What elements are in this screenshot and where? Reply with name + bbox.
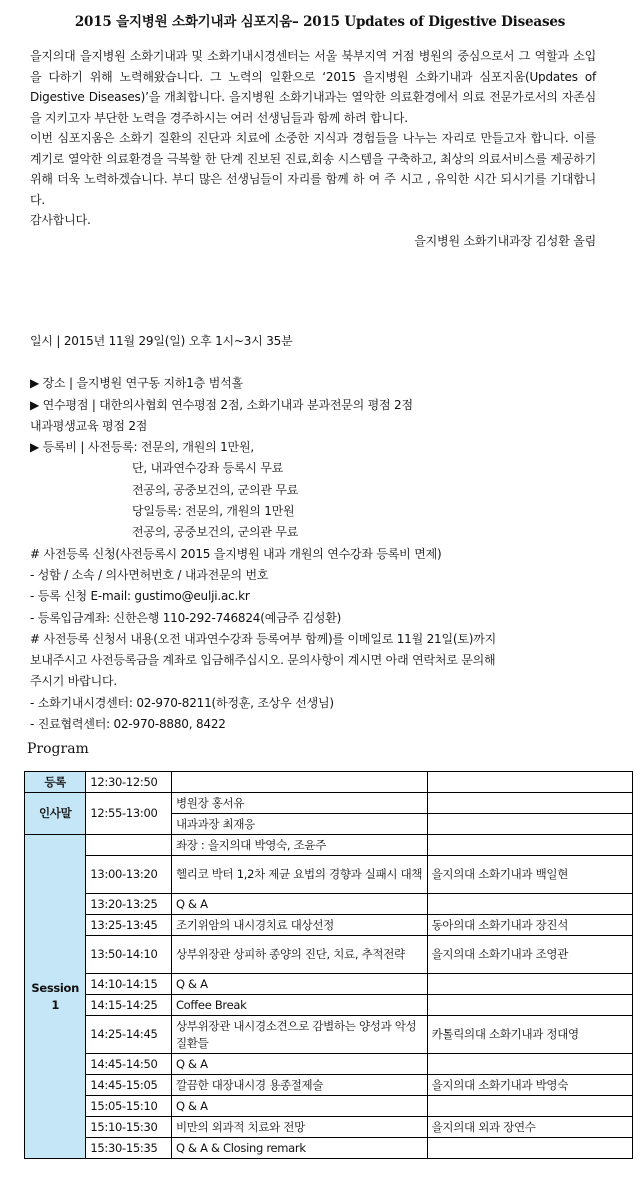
time-cell: 14:45-15:05 [86, 1075, 172, 1096]
time-cell: 14:45-14:50 [86, 1054, 172, 1075]
intro-text [30, 46, 596, 251]
title-cell: 상부위장관 내시경소견으로 감별하는 양성과 악성질환들 [171, 1016, 427, 1054]
title-cell: 깔끔한 대장내시경 용종절제술 [171, 1075, 427, 1096]
title-cell: Q & A [171, 1054, 427, 1075]
event-venue: ▶ 장소 | 을지병원 연구동 지하1층 범석홀 [30, 376, 243, 391]
time-cell: 12:30-12:50 [86, 772, 172, 793]
speaker-cell: 동아의대 소화기내과 장진석 [427, 915, 632, 936]
title-cell: 좌장 : 을지의대 박영숙, 조윤주 [171, 835, 427, 856]
speaker-cell: 을지의대 외과 장연수 [427, 1117, 632, 1138]
table-row [25, 936, 633, 974]
speaker-cell: 을지의대 소화기내과 박영숙 [427, 1075, 632, 1096]
section-label: 인사말 [25, 793, 86, 835]
title-cell: 병원장 홍서유 [171, 793, 427, 814]
time-cell [86, 835, 172, 856]
prereg-title: # 사전등록 신청(사전등록시 2015 을지병원 내과 개원의 연수강좌 등록비 면제) [30, 546, 442, 561]
table-row [25, 1016, 633, 1054]
intro-paragraph: 이번 심포지움은 소화기 질환의 진단과 치료에 소중한 지식과 경험들을 나누는 자리로 만들고자 합니다. 이를 계기로 열악한 의료환경을 극복할 한 단계 진보된 진료,회송 시스템을 구축하고, 최상의 의료서비스를 제공하기 위해 더욱 노력하겠습니다. 부디 많은 선생님들이 자리를 함께 하 여 주 시고 , 유익한 시간 되시기를 기대합니다. [30, 131, 596, 207]
event-info [30, 331, 620, 735]
event-fee-line: 당일등록: 전문의, 개원의 1만원 [132, 504, 295, 519]
event-date: 일시 | 2015년 11월 29일(일) 오후 1시~3시 35분 [30, 334, 293, 348]
table-row [25, 793, 633, 814]
table-row [25, 915, 633, 936]
speaker-cell [427, 814, 632, 835]
speaker-cell [427, 1054, 632, 1075]
time-cell: 13:00-13:20 [86, 856, 172, 894]
table-row [25, 856, 633, 894]
title-cell: Q & A [171, 894, 427, 915]
title-cell: 비만의 외과적 치료와 전망 [171, 1117, 427, 1138]
speaker-cell [427, 793, 632, 814]
time-cell: 15:10-15:30 [86, 1117, 172, 1138]
table-row [25, 772, 633, 793]
program-label: Program [27, 741, 89, 757]
speaker-cell: 을지의대 소화기내과 조영관 [427, 936, 632, 974]
time-cell: 13:20-13:25 [86, 894, 172, 915]
table-row [25, 1138, 633, 1159]
time-cell: 14:10-14:15 [86, 974, 172, 995]
contact-endoscopy: - 소화기내시경센터: 02-970-8211(하정훈, 조상우 선생님) [30, 695, 334, 710]
program-table [24, 771, 633, 1159]
time-cell: 15:30-15:35 [86, 1138, 172, 1159]
time-cell: 14:25-14:45 [86, 1016, 172, 1054]
speaker-cell [427, 894, 632, 915]
event-fee-line: 전공의, 공중보건의, 군의관 무료 [132, 525, 299, 540]
speaker-cell: 을지의대 소화기내과 백일현 [427, 856, 632, 894]
table-row [25, 995, 633, 1016]
time-cell: 14:15-14:25 [86, 995, 172, 1016]
speaker-cell [427, 1096, 632, 1117]
table-row [25, 1054, 633, 1075]
time-cell: 12:55-13:00 [86, 793, 172, 835]
section-label [25, 835, 86, 1159]
prereg-notice: # 사전등록 신청서 내용(오전 내과연수강좌 등록여부 함께)를 이메일로 11월 21일(토)까지 [30, 631, 496, 646]
event-credits-2: 내과평생교육 평점 2점 [30, 418, 148, 433]
event-fee: ▶ 등록비 | 사전등록: 전문의, 개원의 1만원, [30, 440, 254, 455]
intro-paragraph: 을지의대 을지병원 소화기내과 및 소화기내시경센터는 서울 북부지역 거점 병원의 중심으로서 그 역할과 소입을 다하기 위해 노력해왔습니다. 그 노력의 일환으로 ‘2015 을지병원 소화기내과 심포지움(Updates of Digestive Diseases)’을 개최합니다. 을지병원 소화기내과는 열악한 의료환경에서 의료 전문가로서의 자존심을 지키고자 부단한 노력을 경주하시는 여러 선생님들과 함께 하려 합니다. [30, 49, 596, 125]
section-label: 등록 [25, 772, 86, 793]
time-cell: 13:50-14:10 [86, 936, 172, 974]
prereg-items: - 성함 / 소속 / 의사면허번호 / 내과전문의 번호 [30, 567, 269, 582]
title-cell: Q & A [171, 974, 427, 995]
event-fee-line: 전공의, 공중보건의, 군의관 무료 [132, 482, 299, 497]
speaker-cell [427, 995, 632, 1016]
event-credits: ▶ 연수평점 | 대한의사협회 연수평점 2점, 소화기내과 분과전문의 평점 2점 [30, 397, 413, 412]
page-title: 2015 을지병원 소화기내과 심포지움– 2015 Updates of Digestive Diseases [74, 14, 566, 30]
speaker-cell [427, 974, 632, 995]
title-cell: 조기위암의 내시경치료 대상선정 [171, 915, 427, 936]
table-row [25, 835, 633, 856]
speaker-cell [427, 1138, 632, 1159]
title-cell: 내과과장 최재응 [171, 814, 427, 835]
intro-signature: 을지병원 소화기내과장 김성환 올림 [414, 233, 596, 248]
title-cell: Q & A [171, 1096, 427, 1117]
table-row [25, 1096, 633, 1117]
speaker-cell [427, 772, 632, 793]
table-row [25, 974, 633, 995]
time-cell: 15:05-15:10 [86, 1096, 172, 1117]
table-row [25, 894, 633, 915]
session-number: 1 [51, 997, 60, 1012]
speaker-cell [427, 835, 632, 856]
session-name: Session [31, 980, 80, 995]
contact-cooperation: - 진료협력센터: 02-970-8880, 8422 [30, 717, 226, 732]
title-cell: Q & A & Closing remark [171, 1138, 427, 1159]
title-cell: 헬리코 박터 1,2차 제균 요법의 경향과 실패시 대책 [171, 856, 427, 894]
prereg-notice: 주시기 바랍니다. [30, 674, 117, 689]
prereg-email: - 등록 신청 E-mail: gustimo@eulji.ac.kr [30, 589, 250, 604]
title-cell: 상부위장관 상피하 종양의 진단, 치료, 추적전략 [171, 936, 427, 974]
event-fee-line: 단, 내과연수강좌 등록시 무료 [132, 461, 284, 476]
title-cell: Coffee Break [171, 995, 427, 1016]
speaker-cell: 카톨릭의대 소화기내과 정대영 [427, 1016, 632, 1054]
prereg-notice: 보내주시고 사전등록금을 계좌로 입금해주십시오. 문의사항이 계시면 아래 연락처로 문의해 [30, 653, 496, 668]
title-cell [171, 772, 427, 793]
table-row [25, 1075, 633, 1096]
time-cell: 13:25-13:45 [86, 915, 172, 936]
intro-thanks: 감사합니다. [30, 213, 91, 227]
prereg-account: - 등록입금계좌: 신한은행 110-292-746824(예금주 김성환) [30, 610, 342, 625]
table-row [25, 1117, 633, 1138]
